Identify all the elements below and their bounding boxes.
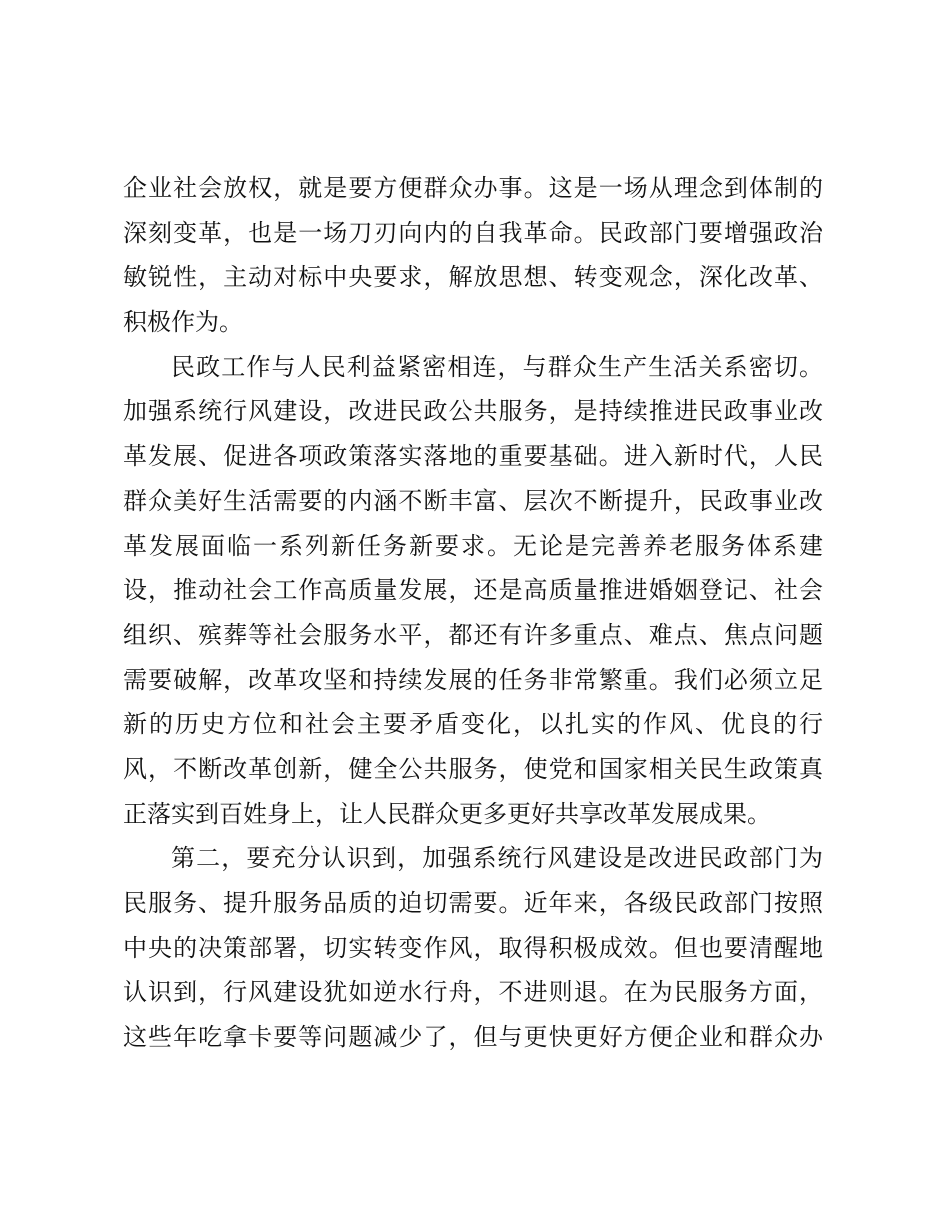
- document-body: [123, 166, 823, 1060]
- text-line-4: 积极作为。: [123, 308, 243, 337]
- text-line-12: 需要破解，改革攻坚和持续发展的任务非常繁重。我们必须立足: [123, 665, 823, 694]
- text-line-10: 设，推动社会工作高质量发展，还是高质量推进婚姻登记、社会: [123, 576, 823, 605]
- text-line-3: 敏锐性，主动对标中央要求，解放思想、转变观念，深化改革、: [123, 263, 823, 292]
- text-line-20: 这些年吃拿卡要等问题减少了，但与更快更好方便企业和群众办: [123, 1023, 823, 1052]
- text-line-13: 新的历史方位和社会主要矛盾变化，以扎实的作风、优良的行: [123, 710, 823, 739]
- text-line-6: 加强系统行风建设，改进民政公共服务，是持续推进民政事业改: [123, 397, 823, 426]
- text-line-18: 中央的决策部署，切实转变作风，取得积极成效。但也要清醒地: [123, 933, 823, 962]
- text-line-5: 民政工作与人民利益紧密相连，与群众生产生活关系密切。: [171, 352, 823, 381]
- text-line-2: 深刻变革，也是一场刀刃向内的自我革命。民政部门要增强政治: [123, 218, 823, 247]
- text-line-17: 民服务、提升服务品质的迫切需要。近年来，各级民政部门按照: [123, 889, 823, 917]
- text-line-19: 认识到，行风建设犹如逆水行舟，不进则退。在为民服务方面，: [123, 978, 823, 1007]
- text-line-7: 革发展、促进各项政策落实落地的重要基础。进入新时代，人民: [123, 442, 823, 471]
- text-line-1: 企业社会放权，就是要方便群众办事。这是一场从理念到体制的: [123, 174, 823, 202]
- text-line-8: 群众美好生活需要的内涵不断丰富、层次不断提升，民政事业改: [123, 486, 823, 515]
- text-line-16: 第二，要充分认识到，加强系统行风建设是改进民政部门为: [171, 844, 823, 873]
- text-line-9: 革发展面临一系列新任务新要求。无论是完善养老服务体系建: [123, 531, 823, 560]
- text-line-11: 组织、殡葬等社会服务水平，都还有许多重点、难点、焦点问题: [123, 620, 823, 649]
- text-line-14: 风，不断改革创新，健全公共服务，使党和国家相关民生政策真: [123, 754, 823, 783]
- text-line-15: 正落实到百姓身上，让人民群众更多更好共享改革发展成果。: [123, 799, 771, 828]
